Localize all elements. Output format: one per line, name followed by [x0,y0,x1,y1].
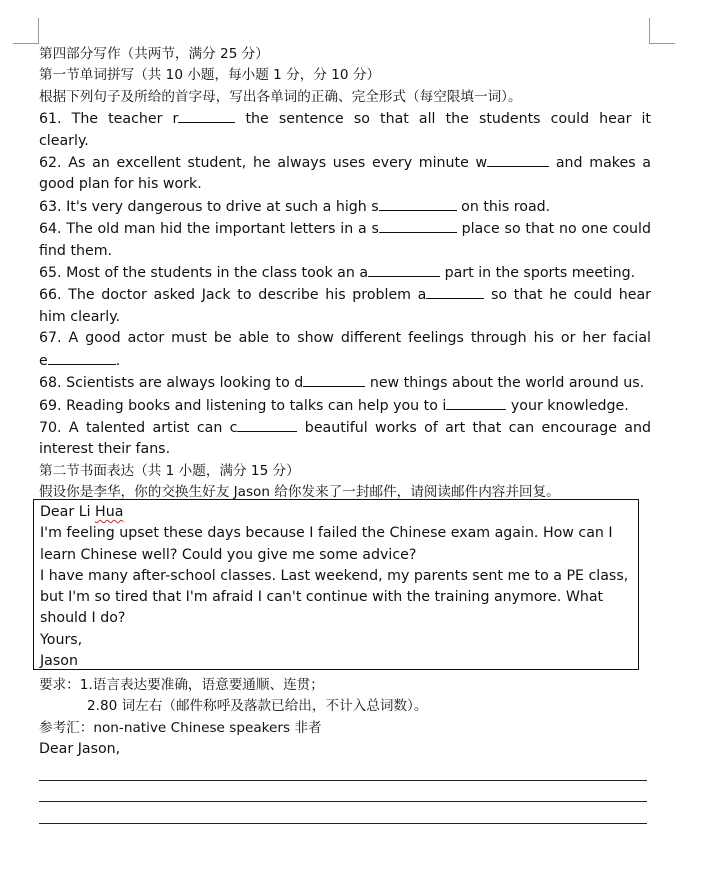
question-62-cont: good plan for his work. [39,176,202,193]
answer-blank[interactable] [48,350,116,365]
section1-title: 第一节单词拼写（共 10 小题，每小题 1 分，分 10 分） [39,67,381,84]
email-box [33,499,639,670]
email-greeting: Dear Li Hua [40,504,124,520]
section2-instructions: 假设你是李华，你的交换生好友 Jason 给你发来了一封邮件，请阅读邮件内容并回复。 [39,484,560,501]
answer-blank[interactable] [379,196,457,211]
question-65: 65. Most of the students in the class took an a part in the sports meeting. [39,262,651,284]
writing-requirements [39,675,651,761]
answer-blank[interactable] [446,395,506,410]
question-62: 62. As an excellent student, he always uses every minute w and makes a [39,152,651,174]
email-closing: Yours, [40,631,83,648]
requirement-1: 要求：1.语言表达要准确，语意要通顺、连贯； [39,677,324,693]
email-signature: Jason [40,653,78,670]
crop-mark-top-left-horizontal [13,43,39,44]
answer-blank[interactable] [303,372,365,387]
email-line: I'm feeling upset these days because I failed the Chinese exam again. How can I [40,525,613,542]
answer-blank[interactable] [426,284,484,299]
question-67-cont: e . [39,350,651,372]
crop-mark-top-right-vertical [649,18,650,43]
answer-blank[interactable] [379,218,457,233]
section2-title: 第二节书面表达（共 1 小题，满分 15 分） [39,462,300,479]
question-61: 61. The teacher r the sentence so that all the students could hear it [39,108,651,130]
question-66: 66. The doctor asked Jack to describe his problem a so that he could hear [39,284,651,306]
question-70-cont: interest their fans. [39,441,171,458]
question-67: 67. A good actor must be able to show different feelings through his or her facial [39,330,651,347]
answer-blank[interactable] [368,262,440,277]
crop-mark-top-left-vertical [38,18,39,43]
question-63: 63. It's very dangerous to drive at such a high s on this road. [39,196,651,218]
email-line: I have many after-school classes. Last weekend, my parents sent me to a PE class, [40,567,629,584]
question-64-cont: find them. [39,242,113,259]
part-title: 第四部分写作（共两节，满分 25 分） [39,46,269,62]
answer-writing-line[interactable] [39,780,647,781]
answer-writing-line[interactable] [39,801,647,802]
answer-blank[interactable] [178,108,235,123]
answer-blank[interactable] [487,152,549,167]
question-68: 68. Scientists are always looking to d new things about the world around us. [39,372,651,394]
spellcheck-word: Hua [95,504,124,520]
question-61-cont: clearly. [39,132,89,149]
question-66-cont: him clearly. [39,308,121,325]
crop-mark-top-right-horizontal [649,43,675,44]
question-70: 70. A talented artist can c beautiful works of art that can encourage and [39,417,651,439]
question-69: 69. Reading books and listening to talks can help you to i your knowledge. [39,395,651,417]
answer-blank[interactable] [237,417,297,432]
email-line: should I do? [40,610,126,627]
email-line: learn Chinese well? Could you give me some advice? [40,546,417,563]
email-line: but I'm so tired that I'm afraid I can't continue with the training anymore. What [40,589,604,606]
question-64: 64. The old man hid the important letters in a s place so that no one could [39,218,651,240]
reference-vocab: 参考汇：non-native Chinese speakers 非者 [39,719,322,736]
answer-writing-line[interactable] [39,823,647,824]
exam-page [39,44,651,504]
reply-greeting: Dear Jason, [39,741,121,758]
section1-instructions: 根据下列句子及所给的首字母，写出各单词的正确、完全形式（每空限填一词）。 [39,88,522,105]
requirement-2: 2.80 词左右（邮件称呼及落款已给出，不计入总词数）。 [87,698,428,715]
